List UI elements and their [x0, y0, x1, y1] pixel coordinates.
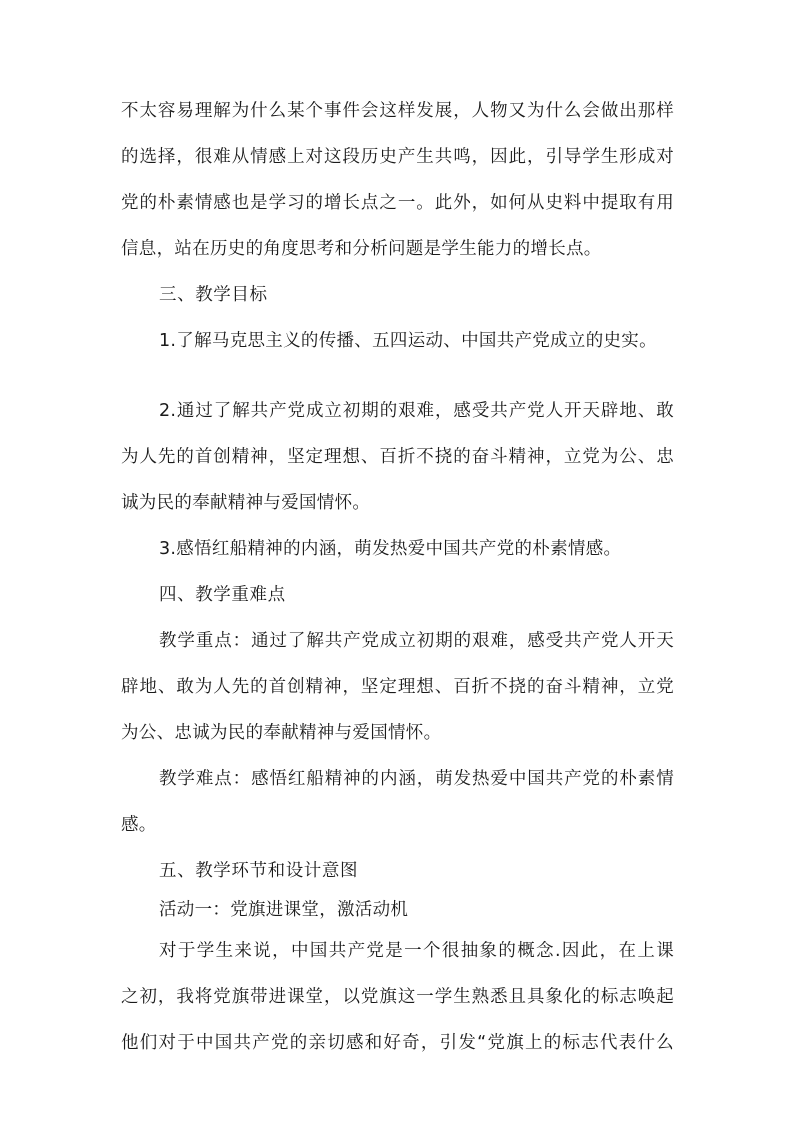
- paragraph-line: 诚为民的奉献精神与爱国情怀。: [121, 493, 371, 513]
- key-point-paragraph: 教学重点：通过了解共产党成立初期的艰难，感受共产党人开天: [159, 631, 674, 651]
- section-heading-objectives: 三、教学目标: [159, 285, 268, 305]
- section-heading-teaching-steps: 五、教学环节和设计意图: [159, 861, 359, 881]
- objective-item-1: 1.了解马克思主义的传播、五四运动、中国共产党成立的史实。: [159, 331, 657, 351]
- paragraph-line: 信息，站在历史的角度思考和分析问题是学生能力的增长点。: [121, 239, 602, 259]
- paragraph-line: 感。: [121, 815, 157, 835]
- paragraph-line: 的选择，很难从情感上对这段历史产生共鸣，因此，引导学生形成对: [121, 147, 674, 167]
- paragraph-line: 为公、忠诚为民的奉献精神与爱国情怀。: [121, 723, 442, 743]
- activity-paragraph: 对于学生来说，中国共产党是一个很抽象的概念.因此，在上课: [159, 941, 674, 961]
- paragraph-line: 为人先的首创精神，坚定理想、百折不挠的奋斗精神，立党为公、忠: [121, 447, 674, 467]
- paragraph-line: 他们对于中国共产党的亲切感和好奇，引发“党旗上的标志代表什么: [121, 1033, 674, 1053]
- section-heading-key-points: 四、教学重难点: [159, 585, 286, 605]
- activity-title: 活动一：党旗进课堂，激活动机: [159, 900, 409, 920]
- paragraph-line: 辟地、敢为人先的首创精神，坚定理想、百折不挠的奋斗精神，立党: [121, 677, 674, 697]
- objective-item-2: 2.通过了解共产党成立初期的艰难，感受共产党人开天辟地、敢: [159, 401, 674, 421]
- paragraph-line: 之初，我将党旗带进课堂，以党旗这一学生熟悉且具象化的标志唤起: [121, 987, 674, 1007]
- paragraph-line: 不太容易理解为什么某个事件会这样发展，人物又为什么会做出那样: [121, 101, 674, 121]
- objective-item-3: 3.感悟红船精神的内涵，萌发热爱中国共产党的朴素情感。: [159, 539, 622, 559]
- paragraph-line: 党的朴素情感也是学习的增长点之一。此外，如何从史料中提取有用: [121, 193, 674, 213]
- difficulty-paragraph: 教学难点：感悟红船精神的内涵，萌发热爱中国共产党的朴素情: [159, 769, 674, 789]
